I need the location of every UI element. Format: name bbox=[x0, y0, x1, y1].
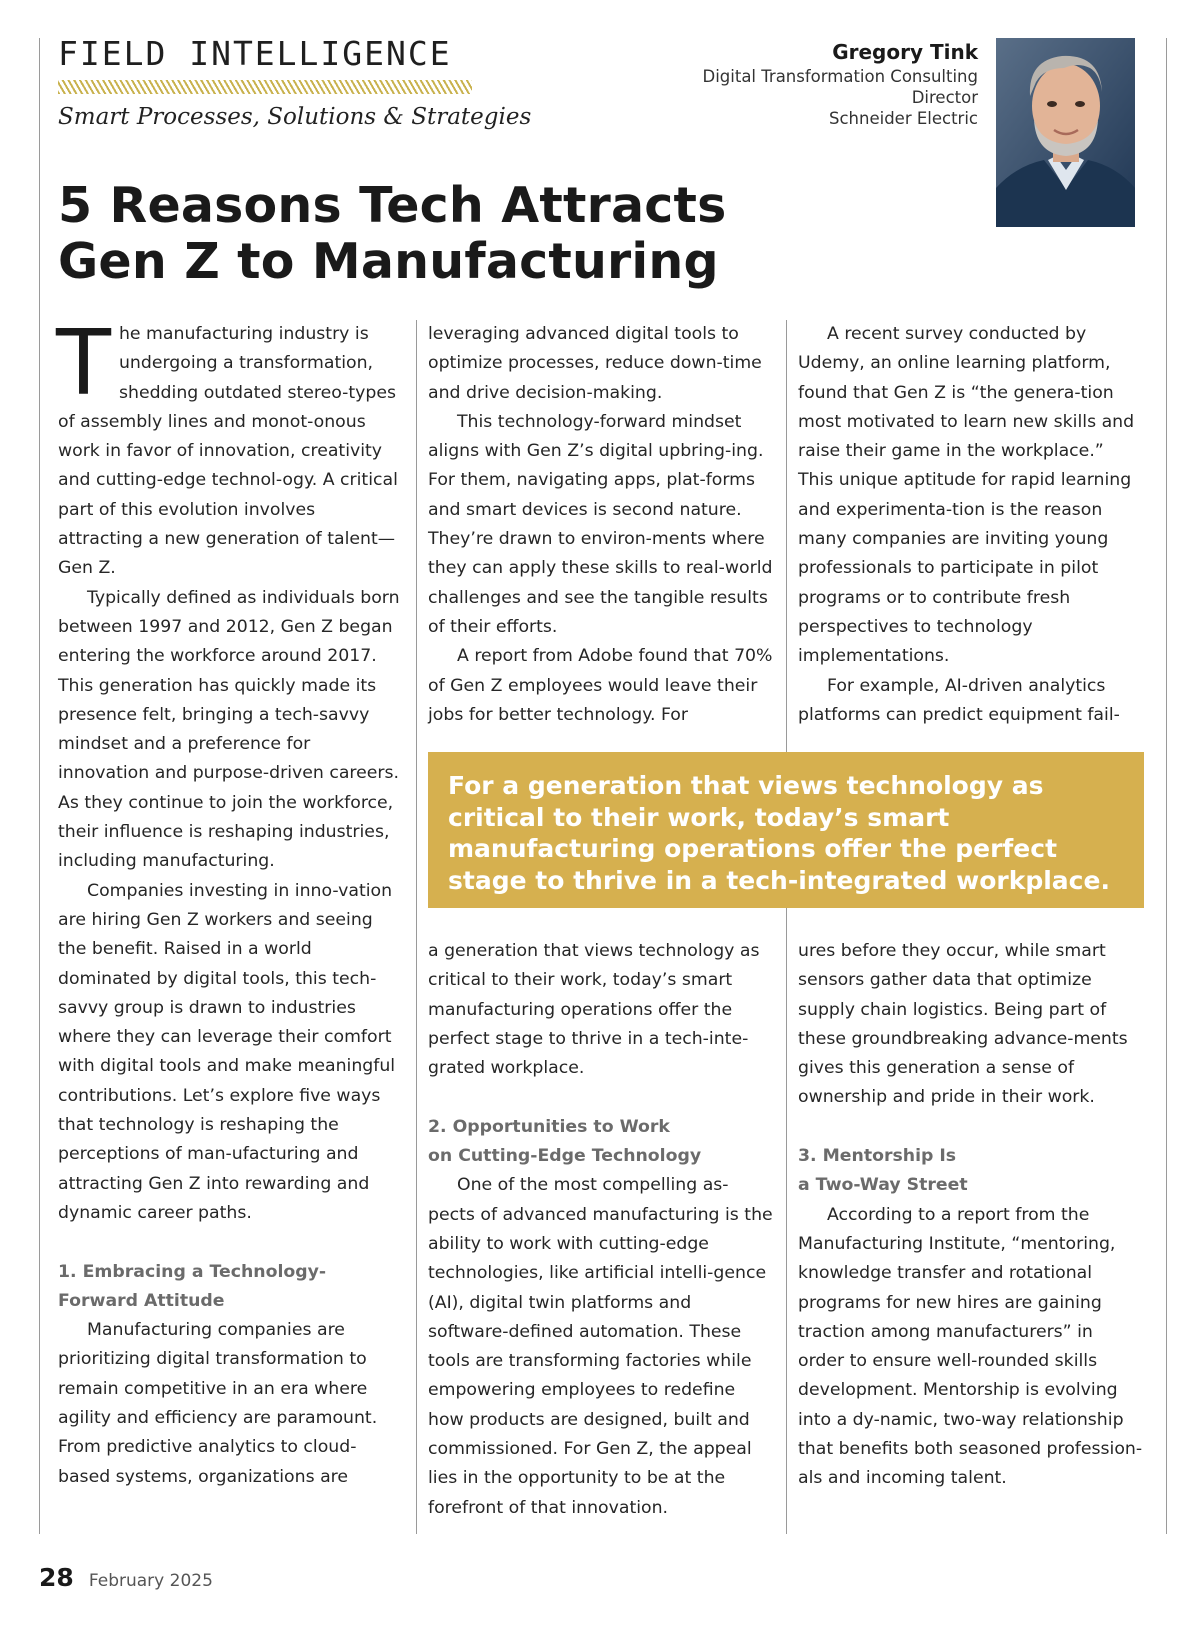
column-divider-1 bbox=[416, 320, 417, 1534]
pull-quote-box bbox=[428, 752, 1144, 908]
col3-paragraph-1: A recent survey conducted by Udemy, an online learning platform, found that Gen Z is “the genera-tion most motivated to learn new skills and raise their game in the workplace.” This unique aptitude for rapid learning and experimenta-tion is the reason many companies are inviting young professionals to participate in pilot programs or to contribute fresh perspectives to technology implementations. bbox=[798, 324, 1135, 667]
col2-paragraph-3: A report from Adobe found that 70% of Gen Z employees would leave their jobs for better technology. For bbox=[428, 646, 773, 725]
pull-quote-text: For a generation that views technology as critical to their work, today’s smart manufacturing operations offer the perfect stage to thrive in a tech-integrated workplace. bbox=[448, 771, 1110, 895]
article-title bbox=[58, 178, 727, 290]
author-byline bbox=[703, 38, 979, 129]
subhead-1-line-2: Forward Attitude bbox=[58, 1290, 225, 1311]
column-divider-2 bbox=[786, 320, 787, 1534]
subhead-2-line-1: 2. Opportunities to Work bbox=[428, 1116, 670, 1137]
author-title-line-1: Digital Transformation Consulting bbox=[702, 67, 978, 86]
subhead-3-line-2: a Two-Way Street bbox=[798, 1175, 968, 1196]
right-margin-rule bbox=[1166, 38, 1167, 1534]
section-tagline: Smart Processes, Solutions & Strategies bbox=[58, 104, 532, 130]
article-title-line-1: 5 Reasons Tech Attracts bbox=[58, 177, 727, 234]
article-column-3-bottom bbox=[798, 937, 1143, 1494]
issue-date: February 2025 bbox=[88, 1571, 213, 1591]
article-title-line-2: Gen Z to Manufacturing bbox=[58, 233, 719, 290]
section-name: FIELD INTELLIGENCE bbox=[58, 34, 452, 73]
page-folio bbox=[39, 1563, 213, 1592]
col1-paragraph-3: Companies investing in inno-vation are hiring Gen Z workers and seeing the benefit. Raised in a world dominated by digital tools, this tech-savvy group is drawn to industries where they can leverage their comfort with digital tools and make meaningful contributions. Let’s explore five ways that technology is reshaping the perceptions of man-ufacturing and attracting Gen Z into rewarding and dynamic career paths. bbox=[58, 880, 396, 1223]
author-portrait bbox=[996, 38, 1135, 227]
col3-paragraph-2: For example, AI-driven analytics platforms can predict equipment fail- bbox=[798, 675, 1120, 725]
article-column-3-top bbox=[798, 320, 1143, 730]
col1-paragraph-2: Typically defined as individuals born between 1997 and 2012, Gen Z began entering the workforce around 2017. This generation has quickly made its presence felt, bringing a tech-savvy mindset and a preference for innovation and purpose-driven careers. As they continue to join the workforce, their influence is reshaping industries, including manufacturing. bbox=[58, 587, 400, 872]
article-column-2-top bbox=[428, 320, 773, 730]
subhead-3 bbox=[798, 1142, 1143, 1201]
left-margin-rule bbox=[39, 38, 40, 1534]
col2-paragraph-1: leveraging advanced digital tools to optimize processes, reduce down-time and drive decision-making. bbox=[428, 324, 762, 403]
col2-paragraph-5: One of the most compelling as-pects of advanced manufacturing is the ability to work with cutting-edge technologies, like artificial intelli-gence (AI), digital twin platforms and software-defined automation. These tools are transforming factories while empowering employees to redefine how products are designed, built and commissioned. For Gen Z, the appeal lies in the opportunity to be at the forefront of that innovation. bbox=[428, 1175, 773, 1518]
drop-cap: T bbox=[56, 311, 111, 416]
subhead-2-line-2: on Cutting-Edge Technology bbox=[428, 1146, 702, 1167]
subhead-1 bbox=[58, 1258, 403, 1317]
col3-paragraph-3: ures before they occur, while smart sensors gather data that optimize supply chain logistics. Being part of these groundbreaking advance-ments gives this generation a sense of ownership and pride in their work. bbox=[798, 941, 1128, 1108]
col1-paragraph-4: Manufacturing companies are prioritizing digital transformation to remain competitive in an era where agility and efficiency are paramount. From predictive analytics to cloud-based systems, organizations are bbox=[58, 1320, 378, 1487]
article-column-1 bbox=[56, 311, 403, 1492]
author-company: Schneider Electric bbox=[829, 109, 978, 128]
subhead-1-line-1: 1. Embracing a Technology- bbox=[58, 1261, 327, 1282]
author-name: Gregory Tink bbox=[832, 40, 978, 64]
col2-paragraph-4: a generation that views technology as critical to their work, today’s smart manufacturing operations offer the perfect stage to thrive in a tech-inte-grated workplace. bbox=[428, 941, 760, 1079]
decorative-hatch-bar bbox=[58, 80, 472, 94]
author-title-line-2: Director bbox=[911, 88, 978, 107]
subhead-3-line-1: 3. Mentorship Is bbox=[798, 1146, 957, 1167]
article-column-2-bottom bbox=[428, 937, 773, 1523]
col2-paragraph-2: This technology-forward mindset aligns with Gen Z’s digital upbring-ing. For them, navigating apps, plat-forms and smart devices is second nature. They’re drawn to environ-ments where they can apply these skills to real-world challenges and see the tangible results of their efforts. bbox=[428, 411, 773, 637]
col1-paragraph-1: he manufacturing industry is undergoing a transformation, shedding outdated stereo-types of assembly lines and monot-onous work in favor of innovation, creativity and cutting-edge technol-ogy. A critical part of this evolution involves attracting a new generation of talent—Gen Z. bbox=[58, 324, 398, 579]
page-number: 28 bbox=[39, 1563, 74, 1592]
subhead-2 bbox=[428, 1113, 773, 1172]
col3-paragraph-4: According to a report from the Manufacturing Institute, “mentoring, knowledge transfer and rotational programs for new hires are gaining traction among manufacturers” in order to ensure well-rounded skills development. Mentorship is evolving into a dy-namic, two-way relationship that benefits both seasoned profession-als and incoming talent. bbox=[798, 1204, 1143, 1489]
